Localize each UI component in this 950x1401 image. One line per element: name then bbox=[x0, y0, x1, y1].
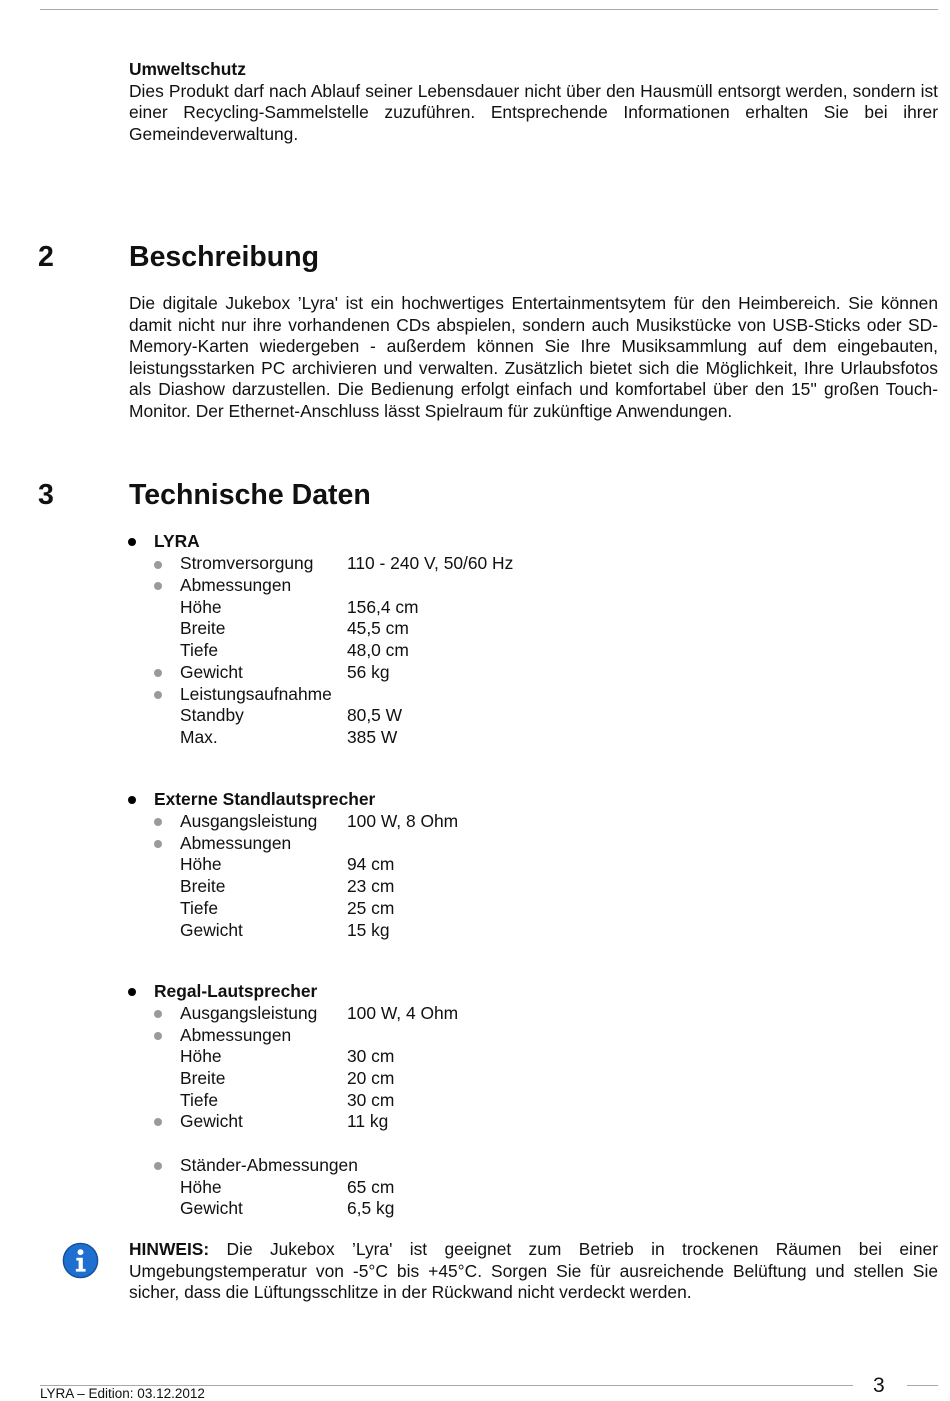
spec-group-title: LYRA bbox=[154, 531, 200, 551]
spec-value: 385 W bbox=[347, 727, 398, 747]
header-rule bbox=[40, 9, 938, 10]
bullet-icon bbox=[154, 840, 162, 848]
spec-label: Breite bbox=[180, 876, 226, 896]
environment-heading: Umweltschutz bbox=[129, 59, 246, 79]
spec-value: 15 kg bbox=[347, 920, 390, 940]
bullet-icon bbox=[154, 561, 162, 569]
section-title: Beschreibung bbox=[129, 241, 320, 273]
spec-value: 48,0 cm bbox=[347, 640, 409, 660]
spec-value: 11 kg bbox=[347, 1111, 389, 1131]
spec-value: 110 - 240 V, 50/60 Hz bbox=[347, 553, 514, 573]
spec-value: 100 W, 4 Ohm bbox=[347, 1003, 459, 1023]
spec-label: Höhe bbox=[180, 1177, 222, 1197]
description-section bbox=[129, 293, 938, 423]
spec-label: Ausgangsleistung bbox=[180, 811, 318, 831]
spec-value: 23 cm bbox=[347, 876, 395, 896]
description-text: Die digitale Jukebox ’Lyra' ist ein hochwertiges Entertainmentsytem für den Heimbereich. Sie können damit nicht nur ihre vorhandenen CDs abspielen, sondern auch Musikstücke von USB-Sticks oder SD-Memory-Karten wiedergeben - außerdem können Sie Ihre Musiksammlung auf dem eingebauten, leistungsstarken PC archivieren und verwalten. Zusätzlich bietet sich die Möglichkeit, Ihre Urlaubsfotos als Diashow darzustellen. Die Bedienung erfolgt einfach und komfortabel über den 15'' großen Touch-Monitor. Der Ethernet-Anschluss lässt Spielraum für zukünftige Anwendungen. bbox=[129, 293, 938, 421]
spec-group-title: Regal-Lautsprecher bbox=[154, 981, 318, 1001]
bullet-icon bbox=[154, 1118, 162, 1126]
spec-label: Stromversorgung bbox=[180, 553, 314, 573]
spec-value: 20 cm bbox=[347, 1068, 395, 1088]
footer-rule bbox=[907, 1385, 938, 1386]
spec-value: 94 cm bbox=[347, 854, 395, 874]
note-label: HINWEIS: bbox=[129, 1239, 210, 1259]
footer-edition: LYRA – Edition: 03.12.2012 bbox=[40, 1386, 205, 1401]
environment-text: Dies Produkt darf nach Ablauf seiner Lebensdauer nicht über den Hausmüll entsorgt werden, sondern ist einer Recycling-Sammelstelle zuzuführen. Entsprechende Informationen erhalten Sie bei ihrer Gemeindeverwaltung. bbox=[129, 80, 938, 144]
spec-value: 6,5 kg bbox=[347, 1198, 395, 1218]
spec-label: Höhe bbox=[180, 597, 222, 617]
section-title: Technische Daten bbox=[129, 479, 371, 511]
bullet-icon bbox=[154, 691, 162, 699]
note-text bbox=[129, 1239, 938, 1304]
spec-value: 80,5 W bbox=[347, 705, 403, 725]
spec-label: Abmessungen bbox=[180, 833, 292, 853]
spec-label: Abmessungen bbox=[180, 1025, 292, 1045]
spec-value: 30 cm bbox=[347, 1090, 395, 1110]
spec-group-title: Externe Standlautsprecher bbox=[154, 789, 376, 809]
spec-label: Ausgangsleistung bbox=[180, 1003, 318, 1023]
spec-label: Leistungsaufnahme bbox=[180, 684, 332, 704]
spec-label: Gewicht bbox=[180, 920, 243, 940]
spec-label: Tiefe bbox=[180, 640, 219, 660]
bullet-icon bbox=[154, 669, 162, 677]
spec-value: 65 cm bbox=[347, 1177, 395, 1197]
spec-label: Höhe bbox=[180, 1046, 222, 1066]
spec-value: 30 cm bbox=[347, 1046, 395, 1066]
spec-label: Abmessungen bbox=[180, 575, 292, 595]
spec-label: Ständer-Abmessungen bbox=[180, 1155, 358, 1175]
spec-label: Tiefe bbox=[180, 898, 219, 918]
spec-label: Höhe bbox=[180, 854, 222, 874]
spec-value: 25 cm bbox=[347, 898, 395, 918]
spec-label: Gewicht bbox=[180, 1111, 243, 1131]
bullet-icon bbox=[128, 988, 136, 996]
section-number: 2 bbox=[38, 241, 54, 273]
bullet-icon bbox=[128, 796, 136, 804]
info-icon bbox=[62, 1242, 99, 1279]
environment-section bbox=[129, 59, 938, 145]
spec-label: Gewicht bbox=[180, 1198, 243, 1218]
spec-label: Breite bbox=[180, 618, 226, 638]
spec-value: 56 kg bbox=[347, 662, 390, 682]
bullet-icon bbox=[154, 1010, 162, 1018]
note-section bbox=[129, 1239, 938, 1304]
spec-label: Standby bbox=[180, 705, 244, 725]
spec-value: 45,5 cm bbox=[347, 618, 409, 638]
spec-value: 156,4 cm bbox=[347, 597, 419, 617]
bullet-icon bbox=[154, 1162, 162, 1170]
spec-label: Tiefe bbox=[180, 1090, 219, 1110]
page-number: 3 bbox=[873, 1374, 885, 1397]
bullet-icon bbox=[154, 1032, 162, 1040]
bullet-icon bbox=[128, 538, 136, 546]
bullet-icon bbox=[154, 818, 162, 826]
note-body: Die Jukebox ’Lyra' ist geeignet zum Betrieb in trockenen Räumen bei einer Umgebungstemperatur von -5°C bis +45°C. Sorgen Sie für ausreichende Belüftung und stellen Sie sicher, dass die Lüftungsschlitze in der Rückwand nicht verdeckt werden. bbox=[129, 1239, 938, 1303]
spec-label: Breite bbox=[180, 1068, 226, 1088]
bullet-icon bbox=[154, 582, 162, 590]
spec-label: Max. bbox=[180, 727, 218, 747]
spec-value: 100 W, 8 Ohm bbox=[347, 811, 459, 831]
section-number: 3 bbox=[38, 479, 54, 511]
spec-label: Gewicht bbox=[180, 662, 243, 682]
